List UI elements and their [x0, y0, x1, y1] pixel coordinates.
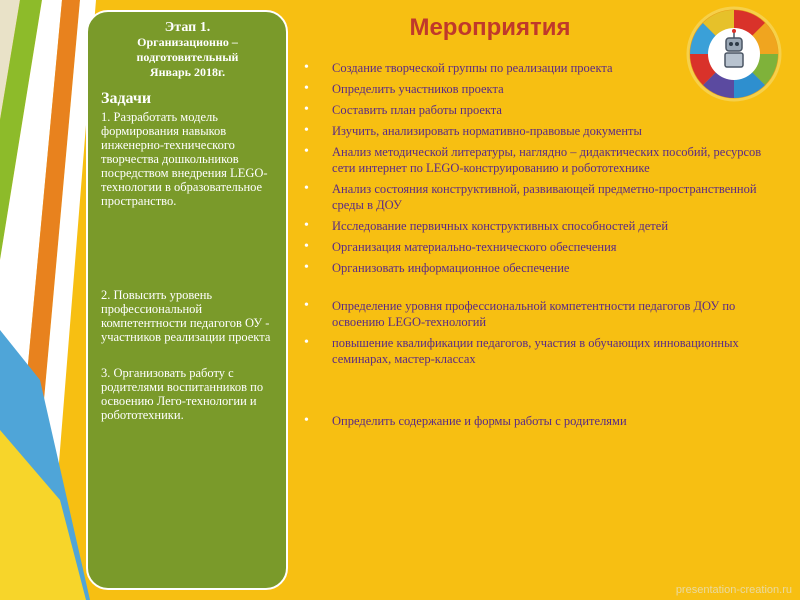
stage-title: Этап 1.	[164, 20, 211, 35]
list-item: • Исследование первичных конструктивных способностей детей	[304, 218, 669, 233]
stage-name: Организационно – подготовительный	[136, 35, 239, 64]
stage-header	[101, 20, 274, 80]
bullet-icon: •	[304, 239, 309, 254]
list-item: • Изучить, анализировать нормативно-правовые документы	[304, 123, 642, 138]
stage-date: Январь 2018г.	[149, 65, 226, 79]
bullet-icon: •	[304, 298, 309, 313]
bullet-icon: •	[304, 260, 309, 275]
task-item: 1. Разработать модель формирования навыков инженерно-технического творчества дошкольников посредством внедрения LEGO-технологии в образовательное пространство.	[101, 110, 268, 208]
list-item: • Создание творческой группы по реализации проекта	[304, 60, 613, 75]
list-item: • Организовать информационное обеспечение	[304, 260, 570, 275]
list-item: • Определить содержание и формы работы с родителями	[304, 413, 627, 428]
list-item: • Определение уровня профессиональной компетентности педагогов ДОУ по освоению LEGO-технологий	[304, 298, 736, 329]
bullet-icon: •	[304, 335, 309, 350]
bullet-icon: •	[304, 81, 309, 96]
page-title: Мероприятия	[409, 14, 571, 41]
task-item: 2. Повысить уровень профессиональной компетентности педагогов ОУ - участников реализации проекта	[101, 288, 271, 344]
bullet-icon: •	[304, 413, 309, 428]
bullet-icon: •	[304, 218, 309, 233]
bullet-icon: •	[304, 102, 309, 117]
activities-list	[300, 60, 770, 434]
bullet-icon: •	[304, 144, 309, 159]
bullet-icon: •	[304, 181, 309, 196]
list-item: • Анализ методической литературы, наглядно – дидактических пособий, ресурсов сети интернет по LEGO-конструированию и робототехнике	[304, 144, 762, 175]
list-item: • повышение квалификации педагогов, участия в обучающих инновационных семинарах, мастер-классах	[304, 335, 739, 366]
task-item: 3. Организовать работу с родителями воспитанников по освоению Лего-технологии и робототехники.	[101, 366, 264, 422]
list-item: • Анализ состояния конструктивной, развивающей предметно-пространственной среды в ДОУ	[304, 181, 757, 212]
watermark: presentation-creation.ru	[675, 584, 792, 596]
list-item: • Организация материально-технического обеспечения	[304, 239, 617, 254]
bullet-icon: •	[304, 123, 309, 138]
tasks-heading: Задачи	[101, 90, 152, 107]
list-item: • Составить план работы проекта	[304, 102, 502, 117]
bullet-icon: •	[304, 60, 309, 75]
stage-panel	[86, 10, 288, 590]
list-item: • Определить участников проекта	[304, 81, 504, 96]
